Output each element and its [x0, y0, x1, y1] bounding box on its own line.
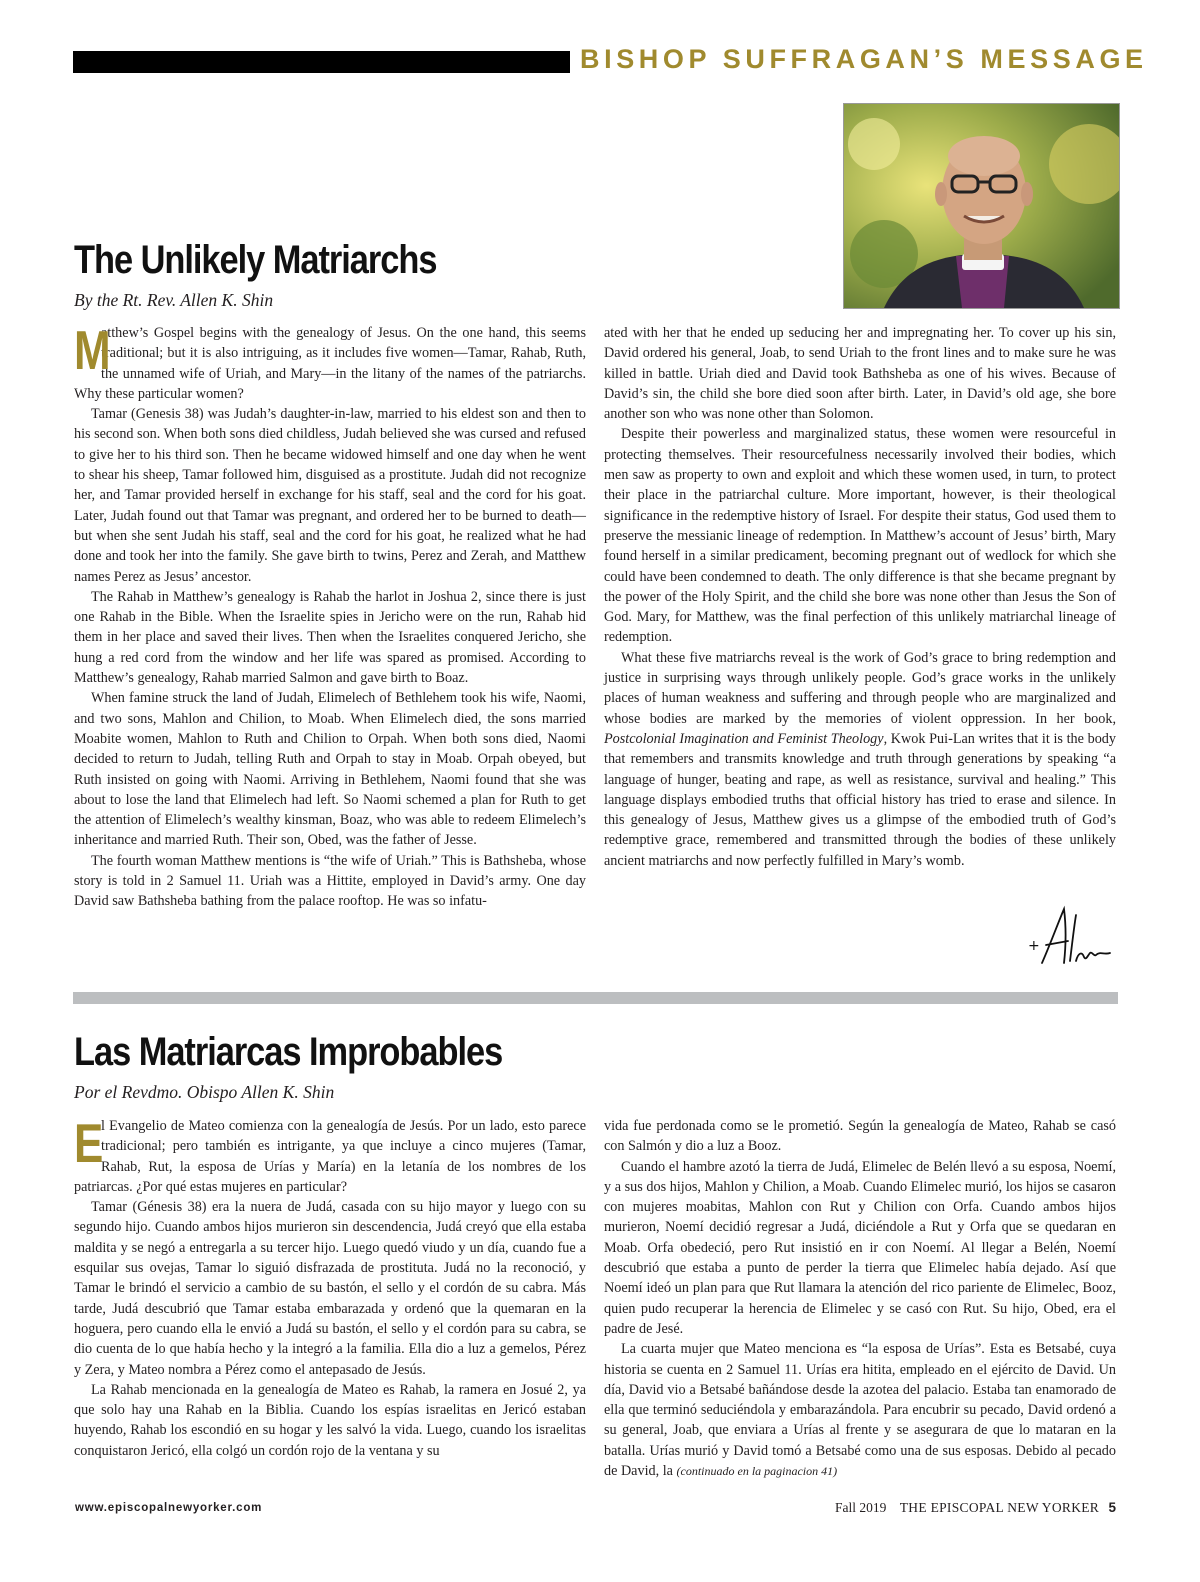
paragraph: vida fue perdonada como se le prometió. Según la genealogía de Mateo, Rahab se casó con Salmón y dio a luz a Booz.	[604, 1118, 1116, 1155]
byline-english: By the Rt. Rev. Allen K. Shin	[74, 290, 274, 310]
footer-url[interactable]: www.episcopalnewyorker.com	[75, 1502, 263, 1514]
paragraph	[74, 1112, 586, 1197]
footer-publication: THE EPISCOPAL NEW YORKER	[899, 1500, 1100, 1515]
article-title-spanish: Las Matriarcas Improbables	[74, 1030, 503, 1074]
svg-text:+: +	[1028, 938, 1040, 954]
bishop-portrait-photo	[843, 103, 1120, 309]
drop-cap: M	[74, 319, 111, 381]
signature-icon	[1024, 905, 1114, 975]
header-rule	[73, 51, 570, 73]
paragraph: When famine struck the land of Judah, Elimelech of Bethlehem took his wife, Naomi, and two sons, Mahlon and Chilion, to Moab. When Elimelech died, the sons married Moabite women, Mahlon to Ruth and Chilion to Orpah. When both sons died, Naomi decided to return to Judah, telling Ruth and Orpah to stay in Moab. Orpah obeyed, but Ruth insisted on going with Naomi. Arriving in Bethlehem, Naomi found that she was about to lose the land that Elimelech had left. So Naomi schemed a plan for Ruth to get the attention of Elimelech’s wealthy kinsman, Boaz, who was able to redeem Elimelech’s inheritance and married Ruth. Their son, Obed, was the father of Jesse.	[74, 690, 586, 849]
article-column-spanish-left	[74, 1112, 586, 1461]
paragraph-text: What these five matriarchs reveal is the work of God’s grace to bring redemption and justice in surprising ways through unlikely people. God’s grace works in the unlikely places of human weakness and suffering and through people who are marginalized and whose bodies are marked by the memories of violent oppression. In her book,	[604, 649, 1116, 727]
paragraph: The fourth woman Matthew mentions is “the wife of Uriah.” This is Bathsheba, whose story is told in 2 Samuel 11. Uriah was a Hittite, employed in David’s army. One day David saw Bathsheba bathing from the palace rooftop. He was so infatu-	[74, 852, 586, 910]
continued-note: (continuado en la paginacion 41)	[676, 1464, 838, 1479]
section-divider	[73, 992, 1118, 1004]
paragraph	[74, 319, 586, 404]
book-title: Postcolonial Imagination and Feminist Theology	[604, 730, 884, 747]
paragraph: La Rahab mencionada en la genealogía de Mateo es Rahab, la ramera en Josué 2, ya que solo hay una Rahab en la Biblia. Cuando los espías israelitas en Jericó estaban huyendo, Rahab los escondió en su hogar y les salvó la vida. Luego, cuando los israelitas conquistaron Jericó, ella colgó un cordón rojo de la ventana y su	[74, 1381, 586, 1459]
footer-issue: Fall 2019	[835, 1500, 887, 1515]
paragraph	[604, 1339, 1116, 1481]
article-column-spanish-right	[604, 1116, 1116, 1481]
drop-cap: E	[74, 1112, 104, 1174]
article-column-english-right	[604, 323, 1116, 871]
paragraph-text: La cuarta mujer que Mateo menciona es “la esposa de Urías”. Esta es Betsabé, cuya historia se cuenta en 2 Samuel 11. Urías era hitita, empleado en el ejército de David. Un día, David vio a Betsabé bañándose desde la azotea del palacio. Estaba tan enamorado de ella que terminó seduciéndola y embarazándola. Para encubrir su pecado, David ordenó a su general, Joab, que enviara a Urías al frente y se asegurara de que lo mataran en la batalla. Urías murió y David tomó a Betsabé como una de sus esposas. Debido al pecado de David, la	[604, 1341, 1116, 1480]
article-column-english-left	[74, 319, 586, 912]
paragraph: Despite their powerless and marginalized status, these women were resourceful in protecting themselves. Their resourcefulness necessarily involved their bodies, which men saw as property to own and exploit and which these women used, in turn, to protect their place in the patriarchal culture. More important, however, is their theological significance in the redemptive history of Israel. For despite their status, God used them to preserve the messianic lineage of redemption. In Matthew’s account of Jesus’ birth, Mary found herself in a similar predicament, becoming pregnant out of wedlock for which she could have been condemned to death. The only difference is that she became pregnant by the power of the Holy Spirit, and the child she bore was none other than Jesus the Son of God. Mary, for Matthew, was the final perfection of this unlikely matriarchal lineage of redemption.	[604, 426, 1116, 646]
article-title-english: The Unlikely Matriarchs	[74, 238, 437, 282]
paragraph: ated with her that he ended up seducing her and impregnating her. To cover up his sin, David ordered his general, Joab, to send Uriah to the front lines and to make sure he was killed in battle. Uriah died and David took Bathsheba as one of his wives. Because of David’s sin, the child she bore died soon after birth. Later, in David’s old age, she bore another son who was none other than Solomon.	[604, 325, 1116, 423]
paragraph-text: atthew’s Gospel begins with the genealogy of Jesus. On the one hand, this seems traditional; but it is also intriguing, as it includes five women—Tamar, Rahab, Ruth, the unnamed wife of Uriah, and Mary—in the litany of the names of the patriarchs. Why these particular women?	[74, 325, 586, 402]
footer-publication-info	[835, 1500, 1116, 1516]
paragraph-text: , Kwok Pui-Lan writes that it is the body that remembers and transmits knowledge and truth through generations by speaking “a language of hunger, beating and rape, as well as resistance, survival and healing.” This language displays embodied truths that official history has tried to erase and silence. In this genealogy of Jesus, Matthew gives us a glimpse of the embodied truth of God’s redemptive grace, remembered and transmitted through the bodies of these unlikely ancient matriarchs and now perfectly fulfilled in Mary’s womb.	[604, 730, 1116, 869]
paragraph: Tamar (Genesis 38) was Judah’s daughter-in-law, married to his eldest son and then to his second son. When both sons died childless, Judah believed she was cursed and refused to give her to his third son. Then he became widowed himself and one day when he went to shear his sheep, Tamar followed him, disguised as a prostitute. Judah did not recognize her, and Tamar provided herself in exchange for his staff, seal and the cord for his goat. Later, Judah found out that Tamar was pregnant, and ordered her to be burned to death—but when she sent Judah his staff, seal and the cord for his goat, he realized what he had done and took her into the family. She gave birth to twins, Perez and Zerah, and Matthew names Perez as Jesus’ ancestor.	[74, 406, 586, 585]
paragraph-text: l Evangelio de Mateo comienza con la genealogía de Jesús. Por un lado, esto parece tradicional; pero también es intrigante, ya que incluye a cinco mujeres (Tamar, Rahab, Rut, la esposa de Urías y María) en la letanía de los nombres de los patriarcas. ¿Por qué estas mujeres en particular?	[74, 1118, 586, 1195]
byline-spanish: Por el Revdmo. Obispo Allen K. Shin	[74, 1082, 335, 1102]
page-number: 5	[1108, 1500, 1116, 1515]
paragraph: Tamar (Génesis 38) era la nuera de Judá, casada con su hijo mayor y luego con su segundo hijo. Cuando ambos hijos murieron sin descendencia, Judá creyó que ella estaba maldita y se negó a entregarla a su tercer hijo. Luego quedó viudo y un día, cuando fue a esquilar sus ovejas, Tamar lo siguió disfrazada de prostituta. Judá no la reconoció, y Tamar le brindó el servicio a cambio de su bastón, el sello y el cordón de su cabra. Más tarde, Judá descubrió que Tamar estaba embarazada y ordenó que la quemaran en la hoguera, pero cuando ella le envió a Judá su bastón, el sello y el cordón para su cabra, se dio cuenta de lo que había hecho y la integró a la familia. Ella dio a luz a gemelos, Pérez y Zera, y Mateo nombra a Pérez como el antepasado de Jesús.	[74, 1199, 586, 1378]
paragraph: The Rahab in Matthew’s genealogy is Rahab the harlot in Joshua 2, since there is just one Rahab in the Bible. When the Israelite spies in Jericho were on the run, Rahab hid them in her place and saved their lives. Then when the Israelites conquered Jericho, she hung a red cord from the window and her life was spared as promised. According to Matthew’s genealogy, Rahab married Salmon and gave birth to Boaz.	[74, 588, 586, 687]
paragraph	[604, 648, 1116, 871]
bishop-portrait-icon	[844, 104, 1119, 308]
paragraph: Cuando el hambre azotó la tierra de Judá, Elimelec de Belén llevó a su esposa, Noemí, y a sus dos hijos, Mahlon y Chilion, a Moab. Cuando Elimelec murió, los hijos se casaron con mujeres moabitas, Mahlon con Rut y Chilion con Orfa. Cuando ambos hijos murieron, Noemí decidió regresar a Judá, diciéndole a Rut y Orfa que se quedaran en Moab. Orfa obedeció, pero Rut insistió en ir con Noemí. Al llegar a Belén, Noemí descubrió que estaba a punto de perder la tierra que Elimelec había dejado. Así que Noemí ideó un plan para que Rut llamara la atención del rico pariente de Elimelec, Booz, quien pudo recuperar la herencia de Elimelec y se casó con Rut. Su hijo, Obed, era el padre de Jesé.	[604, 1158, 1116, 1337]
section-label: BISHOP SUFFRAGAN’S MESSAGE	[580, 44, 1148, 74]
